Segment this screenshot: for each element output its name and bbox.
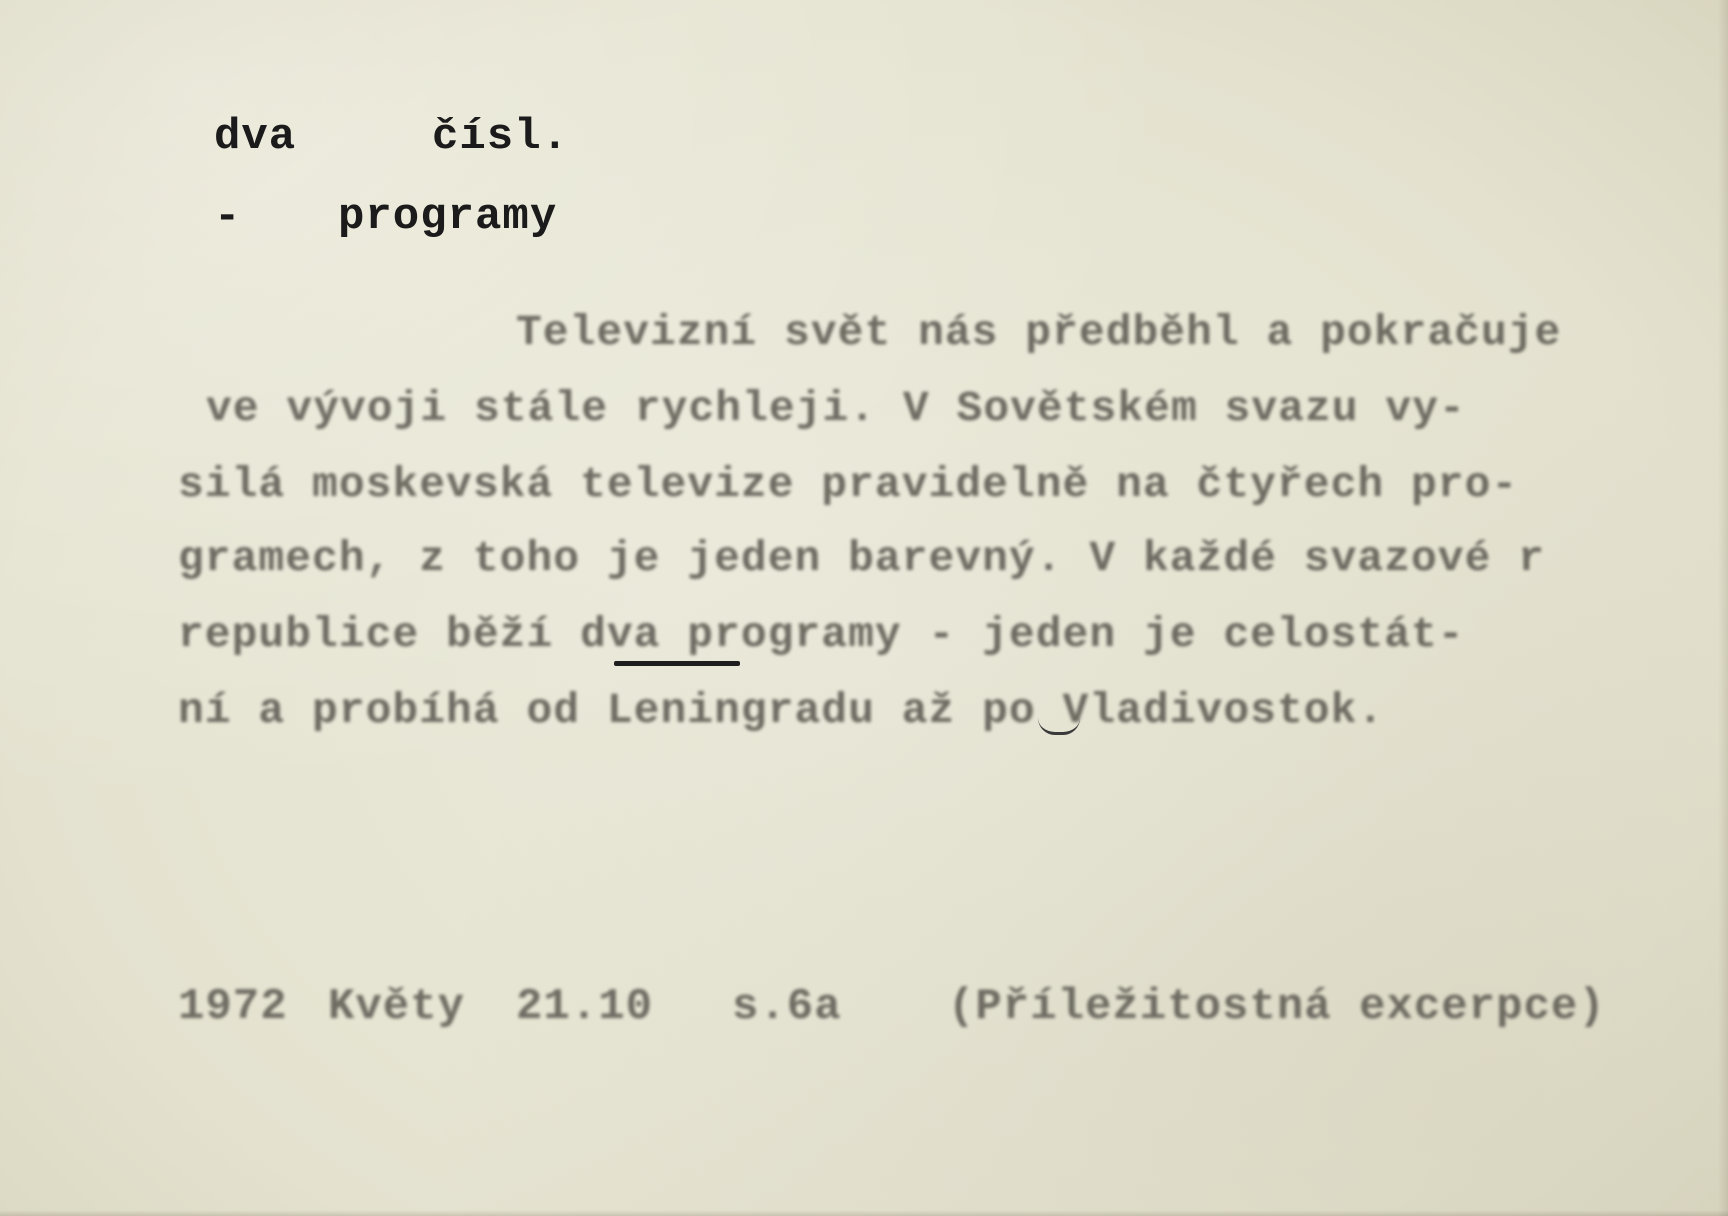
keyword-context-row <box>214 192 558 392</box>
paper-edge-right <box>1718 0 1728 1216</box>
source-issue: 21.10 <box>516 982 654 1032</box>
keyword-word: dva <box>214 112 297 162</box>
excerpt-line: ní a probíhá od Leningradu až po Vladivostok. <box>178 686 1385 735</box>
keyword-context: programy <box>338 192 558 242</box>
keyword-dash: - <box>214 192 242 242</box>
source-note: (Příležitostná excerpce) <box>948 982 1606 1032</box>
source-year: 1972 <box>178 982 288 1032</box>
source-page: s.6a <box>732 982 842 1032</box>
paper-edge-bottom <box>0 1210 1728 1216</box>
excerpt-line: ve vývoji stále rychleji. V Sovětském svazu vy- <box>206 384 1466 433</box>
keyword-underline <box>614 661 740 666</box>
excerpt-line: gramech, z toho je jeden barevný. V každé svazové r <box>178 534 1546 583</box>
keyword-category: čísl. <box>432 112 570 162</box>
source-publication: Květy <box>328 982 466 1032</box>
excerpt-line: Televizní svět nás předběhl a pokračuje <box>516 308 1562 357</box>
excerpt-line: silá moskevská televize pravidelně na čtyřech pro- <box>178 460 1519 509</box>
excerpt-line: republice běží dva programy - jeden je celostát- <box>178 610 1465 659</box>
